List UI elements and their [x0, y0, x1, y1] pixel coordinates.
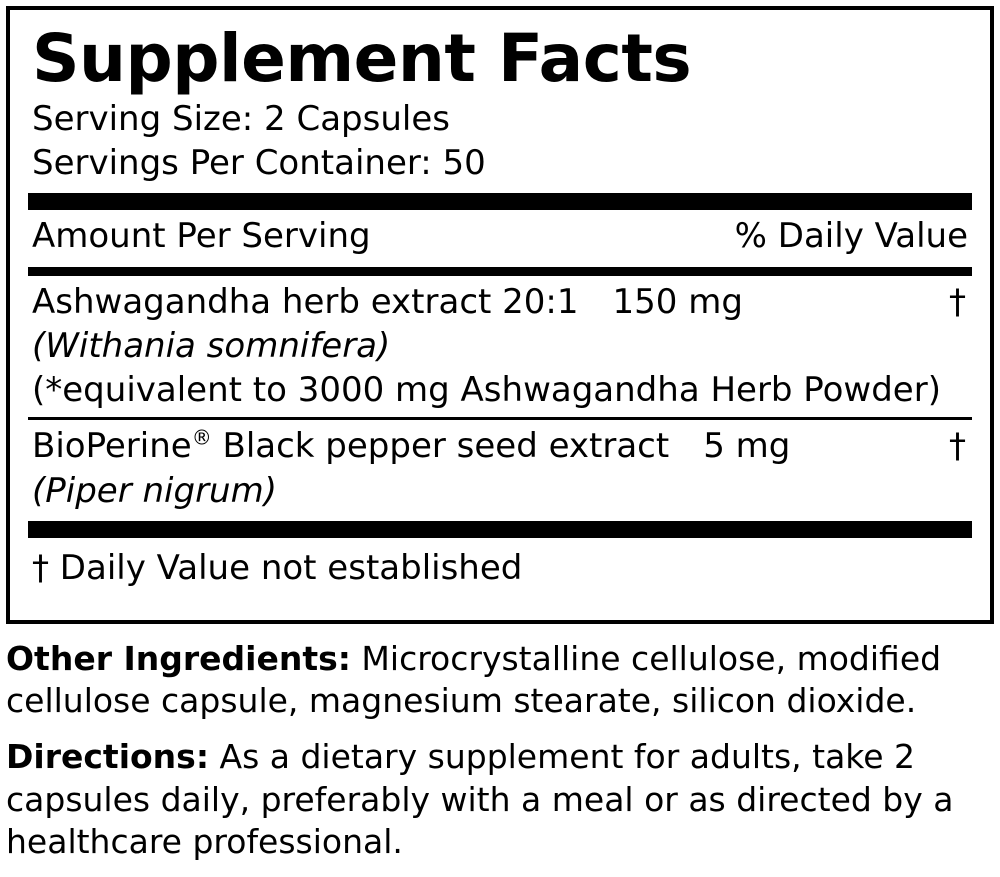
page-title: Supplement Facts: [32, 20, 692, 97]
directions-text: As a dietary supplement for adults, take 2 capsules daily, preferably with a meal or as directed by a healthcare professional.: [6, 737, 954, 861]
servings-per-container-text: Servings Per Container: 50: [32, 142, 486, 183]
daily-value-footnote: † Daily Value not established: [32, 547, 523, 588]
ingredient-name: [32, 424, 669, 468]
supplement-facts-panel: [6, 6, 994, 624]
ingredient-daily-value: †: [949, 426, 966, 467]
directions-label: Directions:: [6, 737, 210, 777]
ingredient-latin-name: (Withania somnifera): [32, 326, 391, 367]
directions-paragraph: [6, 736, 996, 863]
divider-thick-bottom: [28, 521, 972, 538]
table-header-row: [28, 210, 972, 263]
other-ingredients-text: Microcrystalline cellulose, modified cellulose capsule, magnesium stearate, silicon dioxide.: [6, 639, 942, 721]
ingredient-amount: 150 mg: [612, 281, 743, 322]
panel-inner: [10, 10, 990, 620]
other-ingredients-paragraph: [6, 638, 996, 722]
divider-thick-top: [28, 193, 972, 210]
divider-medium: [28, 267, 972, 276]
registered-trademark-icon: ®: [191, 426, 212, 451]
table-row: [28, 420, 972, 514]
ingredient-latin-name: (Piper nigrum): [32, 470, 277, 511]
ingredient-brand-name: BioPerine: [32, 426, 192, 467]
ingredient-main-line: [32, 424, 970, 468]
ingredient-name-suffix: Black pepper seed extract: [211, 426, 670, 467]
label-body-text: [6, 638, 996, 877]
other-ingredients-label: Other Ingredients:: [6, 639, 351, 678]
ingredient-name: Ashwagandha herb extract 20:1: [32, 281, 579, 322]
table-row: [28, 276, 972, 415]
amount-per-serving-header: Amount Per Serving: [32, 216, 371, 257]
serving-size-text: Serving Size: 2 Capsules: [32, 99, 450, 139]
ingredient-amount: 5 mg: [703, 426, 791, 467]
ingredient-daily-value: †: [949, 281, 966, 322]
daily-value-header: % Daily Value: [734, 216, 968, 257]
ingredient-equivalence-note: (*equivalent to 3000 mg Ashwagandha Herb Powder): [32, 370, 941, 411]
ingredient-main-line: [32, 280, 970, 324]
